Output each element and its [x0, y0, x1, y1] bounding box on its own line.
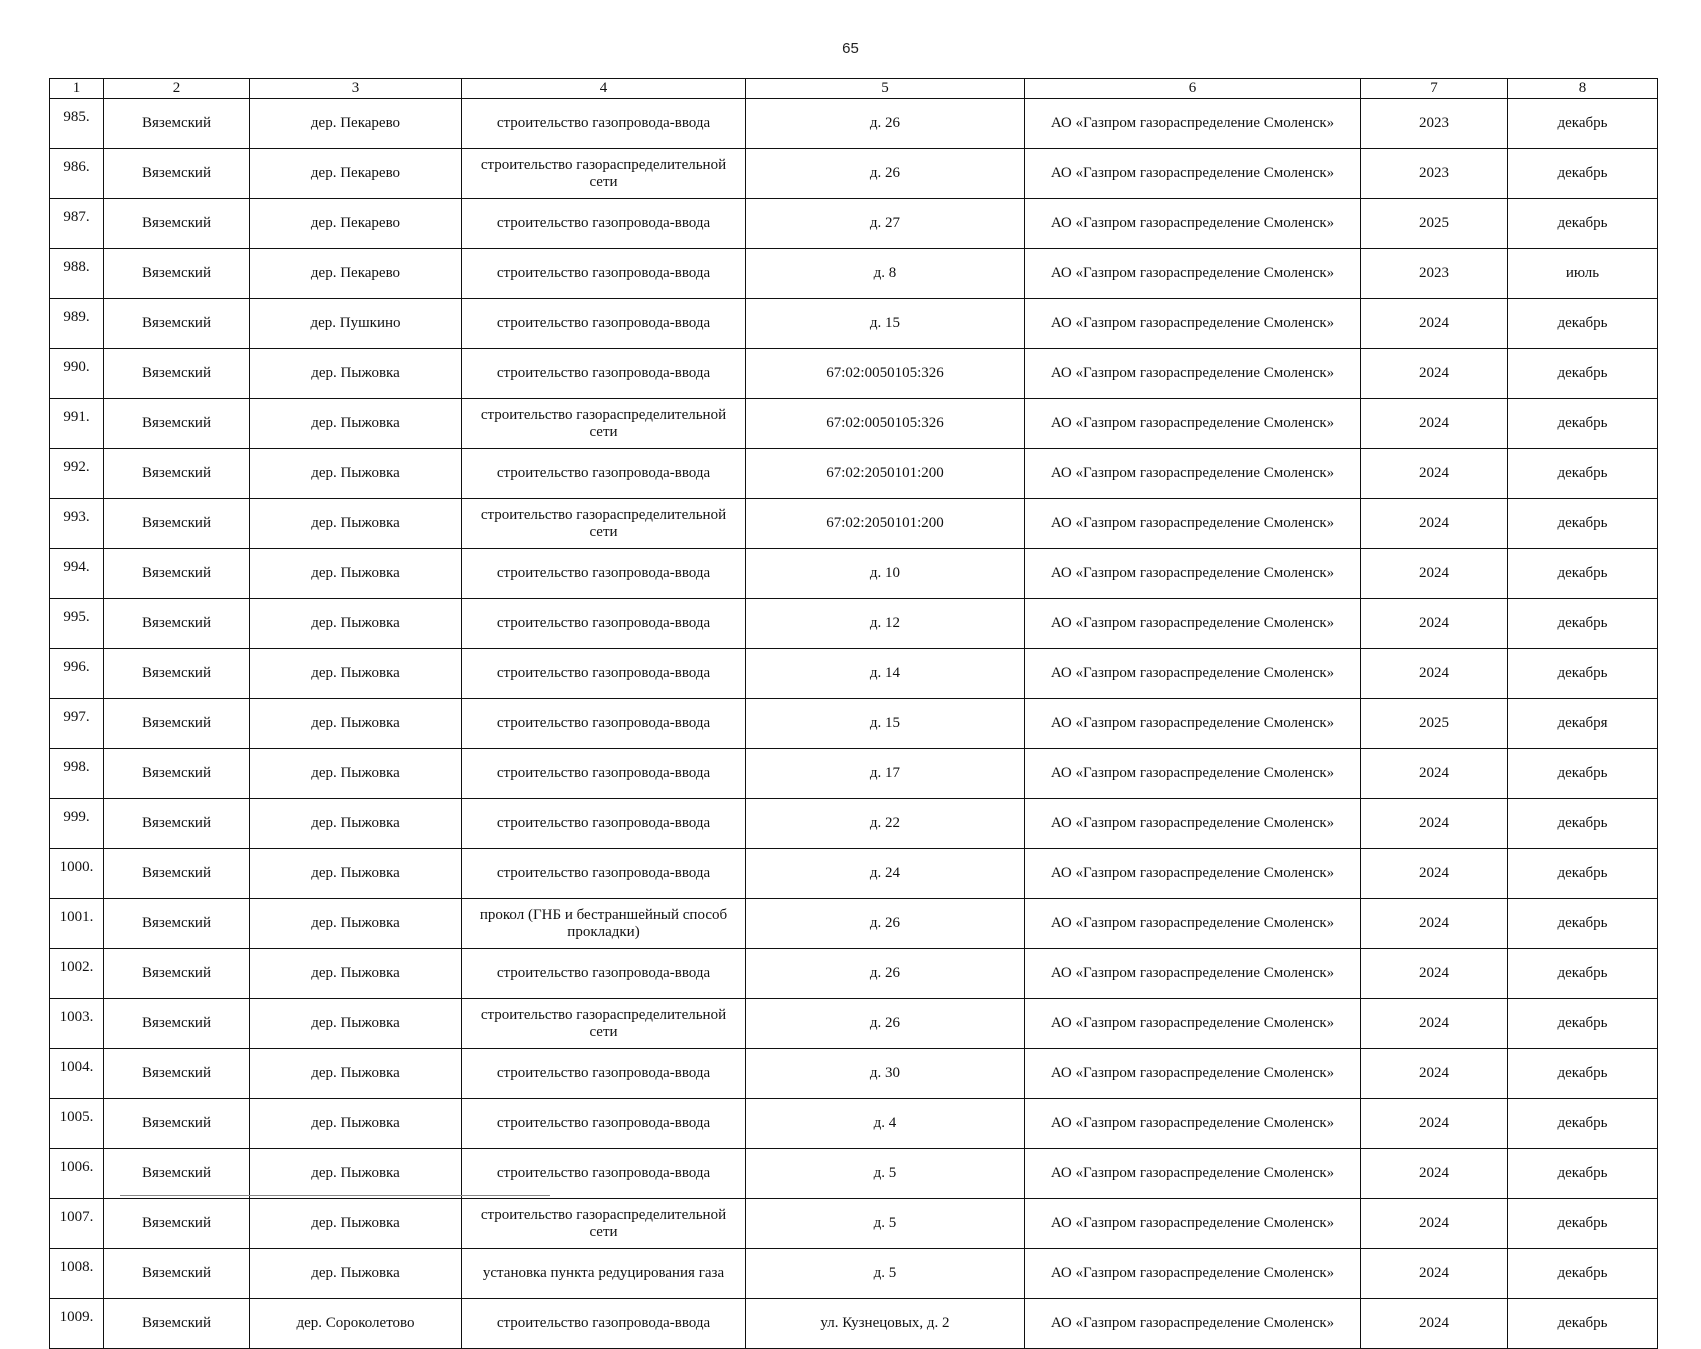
- year-cell: 2024: [1361, 899, 1508, 949]
- district-cell: Вяземский: [104, 1299, 250, 1349]
- settlement-cell: дер. Пыжовка: [250, 799, 462, 849]
- year-cell: 2024: [1361, 799, 1508, 849]
- district-cell: Вяземский: [104, 99, 250, 149]
- table-row: [50, 699, 1658, 749]
- settlement-cell: дер. Пыжовка: [250, 1049, 462, 1099]
- work-type-cell: строительство газопровода-ввода: [462, 849, 746, 899]
- address-cell: д. 5: [746, 1249, 1025, 1299]
- organization-cell: АО «Газпром газораспределение Смоленск»: [1025, 1199, 1361, 1249]
- settlement-cell: дер. Пыжовка: [250, 1099, 462, 1149]
- row-number-cell: 994.: [50, 549, 104, 599]
- month-cell: декабрь: [1508, 899, 1658, 949]
- work-type-cell: строительство газопровода-ввода: [462, 749, 746, 799]
- organization-cell: АО «Газпром газораспределение Смоленск»: [1025, 649, 1361, 699]
- year-cell: 2024: [1361, 649, 1508, 699]
- address-cell: д. 5: [746, 1149, 1025, 1199]
- table-row: [50, 849, 1658, 899]
- table-row: [50, 399, 1658, 449]
- address-cell: д. 17: [746, 749, 1025, 799]
- district-cell: Вяземский: [104, 399, 250, 449]
- work-type-cell: строительство газопровода-ввода: [462, 99, 746, 149]
- address-cell: д. 26: [746, 999, 1025, 1049]
- year-cell: 2024: [1361, 399, 1508, 449]
- table-row: [50, 599, 1658, 649]
- year-cell: 2024: [1361, 1049, 1508, 1099]
- row-number-cell: 1004.: [50, 1049, 104, 1099]
- address-cell: д. 26: [746, 899, 1025, 949]
- column-header: 5: [746, 79, 1025, 99]
- month-cell: декабрь: [1508, 99, 1658, 149]
- district-cell: Вяземский: [104, 949, 250, 999]
- settlement-cell: дер. Пекарево: [250, 249, 462, 299]
- organization-cell: АО «Газпром газораспределение Смоленск»: [1025, 999, 1361, 1049]
- address-cell: д. 4: [746, 1099, 1025, 1149]
- row-number-cell: 1002.: [50, 949, 104, 999]
- work-type-cell: строительство газопровода-ввода: [462, 1049, 746, 1099]
- row-number-cell: 1007.: [50, 1199, 104, 1249]
- table-row: [50, 149, 1658, 199]
- row-number-cell: 999.: [50, 799, 104, 849]
- settlement-cell: дер. Пыжовка: [250, 949, 462, 999]
- row-number-cell: 988.: [50, 249, 104, 299]
- month-cell: декабрь: [1508, 749, 1658, 799]
- table-row: [50, 1049, 1658, 1099]
- table-row: [50, 1299, 1658, 1349]
- work-type-cell: строительство газораспределительной сети: [462, 399, 746, 449]
- year-cell: 2024: [1361, 1149, 1508, 1199]
- organization-cell: АО «Газпром газораспределение Смоленск»: [1025, 899, 1361, 949]
- address-cell: д. 5: [746, 1199, 1025, 1249]
- table-row: [50, 1199, 1658, 1249]
- year-cell: 2024: [1361, 599, 1508, 649]
- year-cell: 2023: [1361, 249, 1508, 299]
- district-cell: Вяземский: [104, 1099, 250, 1149]
- table-row: [50, 299, 1658, 349]
- organization-cell: АО «Газпром газораспределение Смоленск»: [1025, 99, 1361, 149]
- month-cell: декабрь: [1508, 399, 1658, 449]
- month-cell: декабрь: [1508, 1299, 1658, 1349]
- table-row: [50, 549, 1658, 599]
- work-type-cell: строительство газопровода-ввода: [462, 1149, 746, 1199]
- organization-cell: АО «Газпром газораспределение Смоленск»: [1025, 299, 1361, 349]
- table-row: [50, 1249, 1658, 1299]
- table-row: [50, 1099, 1658, 1149]
- work-type-cell: строительство газораспределительной сети: [462, 1199, 746, 1249]
- table-row: [50, 349, 1658, 399]
- table-row: [50, 999, 1658, 1049]
- year-cell: 2024: [1361, 1299, 1508, 1349]
- organization-cell: АО «Газпром газораспределение Смоленск»: [1025, 499, 1361, 549]
- year-cell: 2025: [1361, 199, 1508, 249]
- row-number-cell: 992.: [50, 449, 104, 499]
- month-cell: декабря: [1508, 699, 1658, 749]
- settlement-cell: дер. Пыжовка: [250, 899, 462, 949]
- address-cell: д. 10: [746, 549, 1025, 599]
- row-number-cell: 1003.: [50, 999, 104, 1049]
- work-type-cell: строительство газопровода-ввода: [462, 1099, 746, 1149]
- row-number-cell: 987.: [50, 199, 104, 249]
- year-cell: 2024: [1361, 1199, 1508, 1249]
- row-number-cell: 989.: [50, 299, 104, 349]
- work-type-cell: строительство газопровода-ввода: [462, 949, 746, 999]
- district-cell: Вяземский: [104, 349, 250, 399]
- organization-cell: АО «Газпром газораспределение Смоленск»: [1025, 1049, 1361, 1099]
- organization-cell: АО «Газпром газораспределение Смоленск»: [1025, 1249, 1361, 1299]
- district-cell: Вяземский: [104, 999, 250, 1049]
- district-cell: Вяземский: [104, 249, 250, 299]
- settlement-cell: дер. Пыжовка: [250, 399, 462, 449]
- settlement-cell: дер. Пыжовка: [250, 1199, 462, 1249]
- district-cell: Вяземский: [104, 599, 250, 649]
- month-cell: декабрь: [1508, 1249, 1658, 1299]
- month-cell: декабрь: [1508, 599, 1658, 649]
- address-cell: д. 12: [746, 599, 1025, 649]
- address-cell: д. 26: [746, 149, 1025, 199]
- row-number-cell: 997.: [50, 699, 104, 749]
- organization-cell: АО «Газпром газораспределение Смоленск»: [1025, 1299, 1361, 1349]
- month-cell: декабрь: [1508, 999, 1658, 1049]
- address-cell: д. 15: [746, 699, 1025, 749]
- district-cell: Вяземский: [104, 299, 250, 349]
- year-cell: 2024: [1361, 1249, 1508, 1299]
- work-type-cell: строительство газопровода-ввода: [462, 449, 746, 499]
- work-type-cell: строительство газораспределительной сети: [462, 149, 746, 199]
- settlement-cell: дер. Пыжовка: [250, 1149, 462, 1199]
- work-type-cell: строительство газопровода-ввода: [462, 299, 746, 349]
- month-cell: декабрь: [1508, 649, 1658, 699]
- row-number-cell: 991.: [50, 399, 104, 449]
- month-cell: июль: [1508, 249, 1658, 299]
- organization-cell: АО «Газпром газораспределение Смоленск»: [1025, 349, 1361, 399]
- settlement-cell: дер. Пыжовка: [250, 449, 462, 499]
- year-cell: 2025: [1361, 699, 1508, 749]
- page-number: 65: [842, 40, 859, 57]
- table-row: [50, 649, 1658, 699]
- organization-cell: АО «Газпром газораспределение Смоленск»: [1025, 749, 1361, 799]
- year-cell: 2024: [1361, 449, 1508, 499]
- district-cell: Вяземский: [104, 649, 250, 699]
- column-number-header-row: [50, 79, 1658, 99]
- row-number-cell: 1001.: [50, 899, 104, 949]
- column-header: 2: [104, 79, 250, 99]
- table-row: [50, 899, 1658, 949]
- row-number-cell: 986.: [50, 149, 104, 199]
- month-cell: декабрь: [1508, 949, 1658, 999]
- month-cell: декабрь: [1508, 799, 1658, 849]
- work-type-cell: строительство газопровода-ввода: [462, 349, 746, 399]
- month-cell: декабрь: [1508, 1149, 1658, 1199]
- row-number-cell: 993.: [50, 499, 104, 549]
- year-cell: 2024: [1361, 549, 1508, 599]
- settlement-cell: дер. Пыжовка: [250, 649, 462, 699]
- organization-cell: АО «Газпром газораспределение Смоленск»: [1025, 549, 1361, 599]
- work-type-cell: прокол (ГНБ и бестраншейный способ прокладки): [462, 899, 746, 949]
- organization-cell: АО «Газпром газораспределение Смоленск»: [1025, 849, 1361, 899]
- organization-cell: АО «Газпром газораспределение Смоленск»: [1025, 599, 1361, 649]
- table-body: [50, 99, 1658, 1349]
- district-cell: Вяземский: [104, 1149, 250, 1199]
- month-cell: декабрь: [1508, 349, 1658, 399]
- district-cell: Вяземский: [104, 1249, 250, 1299]
- settlement-cell: дер. Пыжовка: [250, 849, 462, 899]
- organization-cell: АО «Газпром газораспределение Смоленск»: [1025, 1149, 1361, 1199]
- row-number-cell: 998.: [50, 749, 104, 799]
- footer-divider: [120, 1195, 550, 1196]
- table-row: [50, 99, 1658, 149]
- year-cell: 2024: [1361, 949, 1508, 999]
- row-number-cell: 990.: [50, 349, 104, 399]
- month-cell: декабрь: [1508, 1049, 1658, 1099]
- settlement-cell: дер. Пыжовка: [250, 549, 462, 599]
- year-cell: 2024: [1361, 1099, 1508, 1149]
- month-cell: декабрь: [1508, 149, 1658, 199]
- settlement-cell: дер. Пекарево: [250, 149, 462, 199]
- settlement-cell: дер. Пекарево: [250, 99, 462, 149]
- address-cell: 67:02:2050101:200: [746, 449, 1025, 499]
- district-cell: Вяземский: [104, 849, 250, 899]
- year-cell: 2024: [1361, 749, 1508, 799]
- district-cell: Вяземский: [104, 199, 250, 249]
- column-header: 3: [250, 79, 462, 99]
- organization-cell: АО «Газпром газораспределение Смоленск»: [1025, 199, 1361, 249]
- settlement-cell: дер. Пыжовка: [250, 1249, 462, 1299]
- district-cell: Вяземский: [104, 749, 250, 799]
- address-cell: д. 22: [746, 799, 1025, 849]
- settlement-cell: дер. Пыжовка: [250, 999, 462, 1049]
- organization-cell: АО «Газпром газораспределение Смоленск»: [1025, 949, 1361, 999]
- district-cell: Вяземский: [104, 699, 250, 749]
- address-cell: 67:02:2050101:200: [746, 499, 1025, 549]
- row-number-cell: 1009.: [50, 1299, 104, 1349]
- settlement-cell: дер. Пыжовка: [250, 749, 462, 799]
- work-type-cell: строительство газопровода-ввода: [462, 199, 746, 249]
- organization-cell: АО «Газпром газораспределение Смоленск»: [1025, 149, 1361, 199]
- district-cell: Вяземский: [104, 499, 250, 549]
- row-number-cell: 985.: [50, 99, 104, 149]
- organization-cell: АО «Газпром газораспределение Смоленск»: [1025, 399, 1361, 449]
- district-cell: Вяземский: [104, 549, 250, 599]
- settlement-cell: дер. Пушкино: [250, 299, 462, 349]
- table-row: [50, 749, 1658, 799]
- address-cell: д. 26: [746, 949, 1025, 999]
- work-type-cell: строительство газопровода-ввода: [462, 599, 746, 649]
- table-row: [50, 1149, 1658, 1199]
- address-cell: ул. Кузнецовых, д. 2: [746, 1299, 1025, 1349]
- district-cell: Вяземский: [104, 799, 250, 849]
- month-cell: декабрь: [1508, 499, 1658, 549]
- district-cell: Вяземский: [104, 1199, 250, 1249]
- address-cell: 67:02:0050105:326: [746, 399, 1025, 449]
- row-number-cell: 995.: [50, 599, 104, 649]
- year-cell: 2024: [1361, 299, 1508, 349]
- row-number-cell: 996.: [50, 649, 104, 699]
- year-cell: 2024: [1361, 499, 1508, 549]
- row-number-cell: 1005.: [50, 1099, 104, 1149]
- row-number-cell: 1008.: [50, 1249, 104, 1299]
- work-type-cell: строительство газораспределительной сети: [462, 999, 746, 1049]
- table-row: [50, 449, 1658, 499]
- address-cell: д. 30: [746, 1049, 1025, 1099]
- settlement-cell: дер. Пыжовка: [250, 499, 462, 549]
- year-cell: 2024: [1361, 849, 1508, 899]
- month-cell: декабрь: [1508, 449, 1658, 499]
- address-cell: д. 8: [746, 249, 1025, 299]
- table-row: [50, 949, 1658, 999]
- settlement-cell: дер. Пыжовка: [250, 699, 462, 749]
- work-type-cell: строительство газопровода-ввода: [462, 549, 746, 599]
- year-cell: 2023: [1361, 99, 1508, 149]
- gasification-schedule-table: [49, 78, 1658, 1349]
- month-cell: декабрь: [1508, 299, 1658, 349]
- organization-cell: АО «Газпром газораспределение Смоленск»: [1025, 1099, 1361, 1149]
- month-cell: декабрь: [1508, 849, 1658, 899]
- row-number-cell: 1006.: [50, 1149, 104, 1199]
- month-cell: декабрь: [1508, 199, 1658, 249]
- year-cell: 2024: [1361, 999, 1508, 1049]
- address-cell: д. 24: [746, 849, 1025, 899]
- work-type-cell: строительство газопровода-ввода: [462, 799, 746, 849]
- address-cell: д. 14: [746, 649, 1025, 699]
- settlement-cell: дер. Пекарево: [250, 199, 462, 249]
- column-header: 7: [1361, 79, 1508, 99]
- column-header: 4: [462, 79, 746, 99]
- address-cell: д. 15: [746, 299, 1025, 349]
- district-cell: Вяземский: [104, 449, 250, 499]
- month-cell: декабрь: [1508, 1099, 1658, 1149]
- address-cell: д. 26: [746, 99, 1025, 149]
- settlement-cell: дер. Пыжовка: [250, 349, 462, 399]
- work-type-cell: установка пункта редуцирования газа: [462, 1249, 746, 1299]
- year-cell: 2023: [1361, 149, 1508, 199]
- work-type-cell: строительство газопровода-ввода: [462, 649, 746, 699]
- settlement-cell: дер. Пыжовка: [250, 599, 462, 649]
- table-row: [50, 249, 1658, 299]
- table-row: [50, 799, 1658, 849]
- table-row: [50, 199, 1658, 249]
- column-header: 6: [1025, 79, 1361, 99]
- table-row: [50, 499, 1658, 549]
- year-cell: 2024: [1361, 349, 1508, 399]
- district-cell: Вяземский: [104, 149, 250, 199]
- work-type-cell: строительство газопровода-ввода: [462, 1299, 746, 1349]
- organization-cell: АО «Газпром газораспределение Смоленск»: [1025, 699, 1361, 749]
- month-cell: декабрь: [1508, 549, 1658, 599]
- district-cell: Вяземский: [104, 1049, 250, 1099]
- address-cell: 67:02:0050105:326: [746, 349, 1025, 399]
- column-header: 1: [50, 79, 104, 99]
- organization-cell: АО «Газпром газораспределение Смоленск»: [1025, 799, 1361, 849]
- organization-cell: АО «Газпром газораспределение Смоленск»: [1025, 249, 1361, 299]
- address-cell: д. 27: [746, 199, 1025, 249]
- work-type-cell: строительство газораспределительной сети: [462, 499, 746, 549]
- settlement-cell: дер. Сороколетово: [250, 1299, 462, 1349]
- district-cell: Вяземский: [104, 899, 250, 949]
- work-type-cell: строительство газопровода-ввода: [462, 249, 746, 299]
- organization-cell: АО «Газпром газораспределение Смоленск»: [1025, 449, 1361, 499]
- column-header: 8: [1508, 79, 1658, 99]
- row-number-cell: 1000.: [50, 849, 104, 899]
- work-type-cell: строительство газопровода-ввода: [462, 699, 746, 749]
- month-cell: декабрь: [1508, 1199, 1658, 1249]
